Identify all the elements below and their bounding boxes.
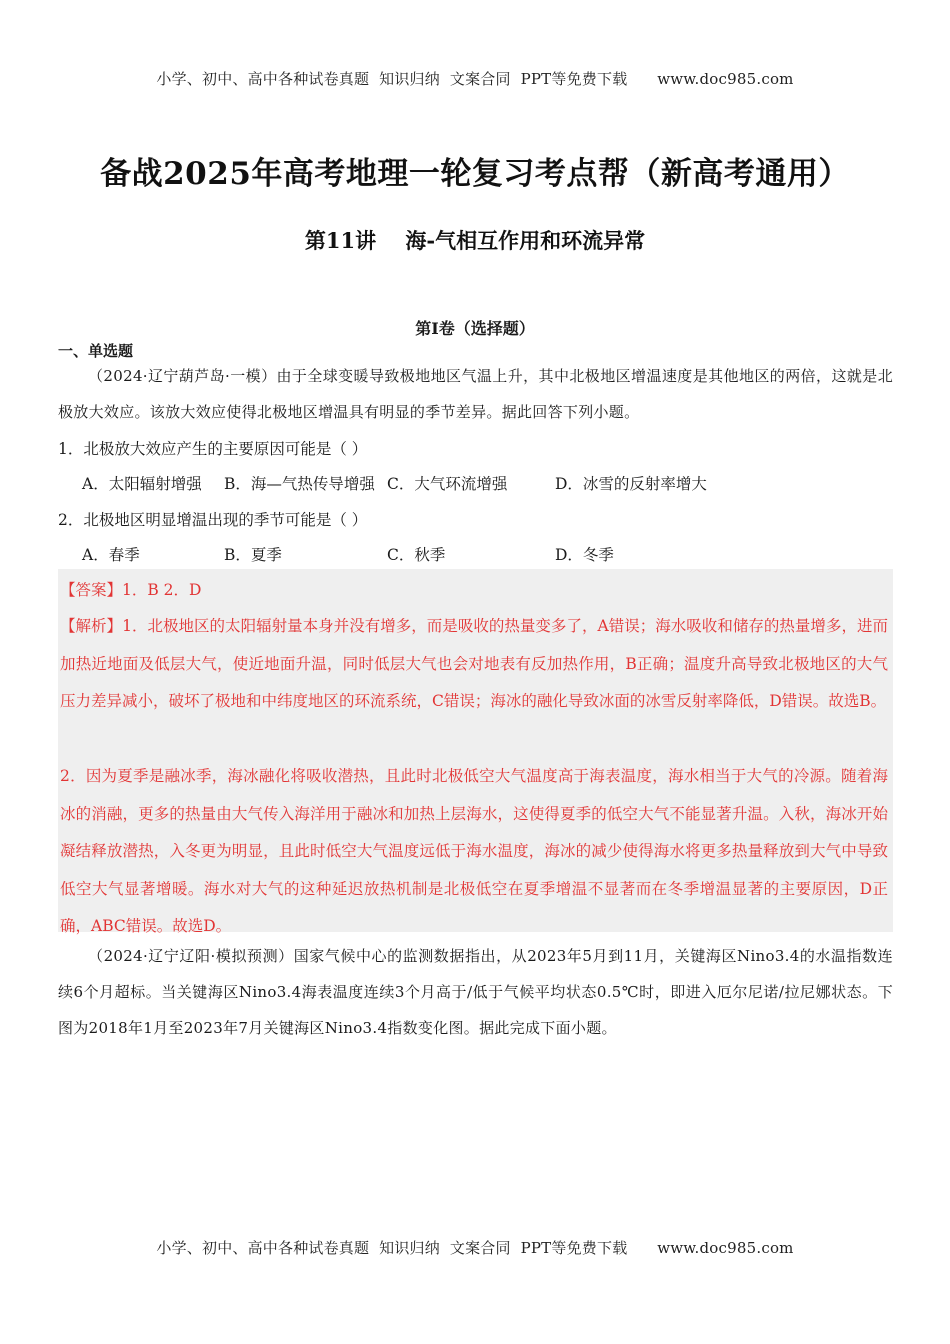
question-2-option-d: D．冬季 [555, 546, 614, 564]
question-2-option-c: C．秋季 [387, 546, 446, 564]
page-header: 小学、初中、高中各种试卷真题 知识归纳 文案合同 PPT等免费下载 www.doc985.com [156, 70, 794, 88]
question-2-option-b: B．夏季 [224, 546, 282, 564]
question-1-stem: 1．北极放大效应产生的主要原因可能是（ ） [58, 440, 368, 458]
question-2-stem: 2．北极地区明显增温出现的季节可能是（ ） [58, 511, 368, 529]
question-1-option-b: B．海—气热传导增强 [224, 475, 375, 493]
document-title: 备战2025年高考地理一轮复习考点帮（新高考通用） [100, 156, 850, 192]
question-1-option-c: C．大气环流增强 [387, 475, 508, 493]
reading-passage-1: （2024·辽宁葫芦岛·一模）由于全球变暖导致极地地区气温上升，其中北极地区增温速度是其他地区的两倍，这就是北极放大效应。该放大效应使得北极地区增温具有明显的季节差异。据此回答下列小题。 [58, 367, 893, 421]
section-heading: 一、单选题 [58, 342, 134, 360]
question-2-option-a: A．春季 [82, 546, 140, 564]
page-footer: 小学、初中、高中各种试卷真题 知识归纳 文案合同 PPT等免费下载 www.doc985.com [156, 1239, 794, 1257]
volume-heading: 第I卷（选择题） [415, 319, 535, 338]
question-1-option-d: D．冰雪的反射率增大 [555, 475, 707, 493]
answer-key: 【答案】1．B 2．D [60, 581, 202, 599]
answer-explanation-box [58, 569, 893, 935]
explanation-question-1: 【解析】1．北极地区的太阳辐射量本身并没有增多，而是吸收的热量变多了，A错误；海水吸收和储存的热量增多，进而加热近地面及低层大气，使近地面升温，同时低层大气也会对地表有反加热作用，B正确；温度升高导致北极地区的大气压力差异减小，破坏了极地和中纬度地区的环流系统，C错误；海冰的融化导致冰面的冰雪反射率降低，D错误。故选B。 [60, 617, 888, 710]
question-2-options [82, 543, 912, 567]
explanation-question-2: 2．因为夏季是融冰季，海冰融化将吸收潜热，且此时北极低空大气温度高于海表温度，海水相当于大气的冷源。随着海冰的消融，更多的热量由大气传入海洋用于融冰和加热上层海水，这使得夏季的低空大气不能显著升温。入秋，海冰开始凝结释放潜热，入冬更为明显，且此时低空大气温度远低于海水温度，海冰的减少使得海水将更多热量释放到大气中导致低空大气显著增暖。海水对大气的这种延迟放热机制是北极低空在夏季增温不显著而在冬季增温显著的主要原因，D正确，ABC错误。故选D。 [60, 767, 888, 935]
reading-passage-2: （2024·辽宁辽阳·模拟预测）国家气候中心的监测数据指出，从2023年5月到11月，关键海区Nino3.4的水温指数连续6个月超标。当关键海区Nino3.4海表温度连续3个月高于/低于气候平均状态0.5℃时，即进入厄尔尼诺/拉尼娜状态。下图为2018年1月至2023年7月关键海区Nino3.4指数变化图。据此完成下面小题。 [58, 947, 893, 1037]
lecture-subtitle: 第11讲 海-气相互作用和环流异常 [304, 228, 646, 253]
question-1-options [82, 472, 912, 496]
question-1-option-a: A．太阳辐射增强 [82, 475, 202, 493]
